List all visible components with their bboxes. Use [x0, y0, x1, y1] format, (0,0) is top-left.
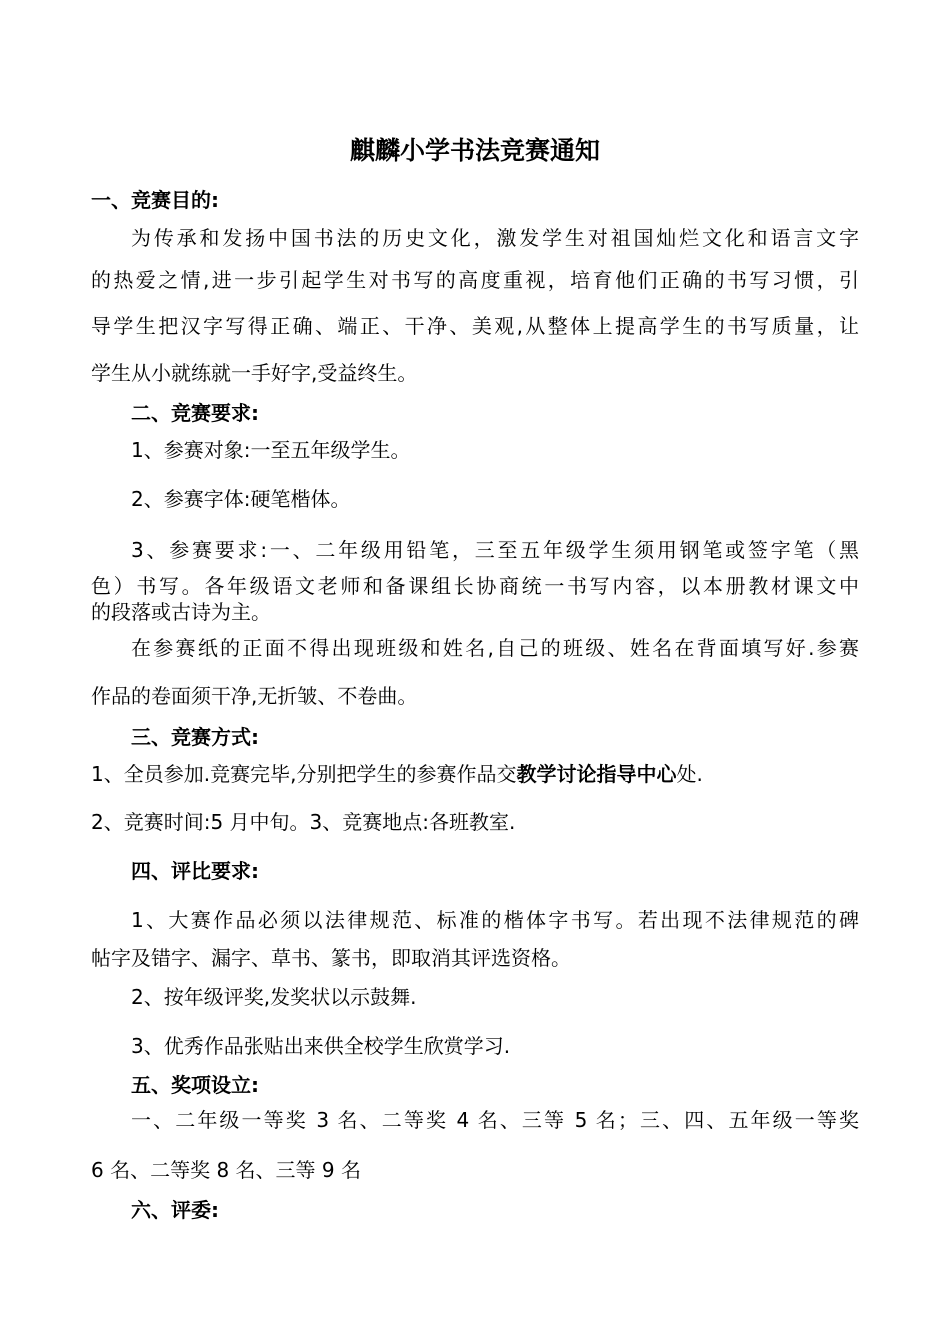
section-2-item-3-line: 的段落或古诗为主。 [91, 600, 271, 624]
section-2-note-line: 在参赛纸的正面不得出现班级和姓名,自己的班级、姓名在背面填写好.参赛 [131, 636, 859, 660]
section-4-item-1-line: 1、大赛作品必须以法律规范、标准的楷体字书写。若出现不法律规范的碑 [131, 908, 859, 932]
section-2-item-1: 1、参赛对象:一至五年级学生。 [131, 438, 411, 462]
section-2-heading: 二、竞赛要求: [131, 401, 259, 425]
section-4-item-1-line: 帖字及错字、漏字、草书、篆书，即取消其评选资格。 [91, 946, 571, 970]
section-3-heading: 三、竞赛方式: [131, 725, 259, 749]
section-3-item-1-emphasis: 教学讨论指导中心 [516, 762, 677, 786]
section-2-note-line: 作品的卷面须干净,无折皱、不卷曲。 [91, 684, 418, 708]
section-5-heading: 五、奖项设立: [131, 1073, 259, 1097]
section-4-heading: 四、评比要求: [131, 859, 259, 883]
section-1-heading: 一、竞赛目的: [91, 188, 219, 212]
section-4-item-3: 3、优秀作品张贴出来供全校学生欣赏学习. [131, 1034, 511, 1058]
section-6-heading: 六、评委: [131, 1198, 219, 1222]
section-3-item-1-text: 1、全员参加.竞赛完毕,分别把学生的参赛作品交 [91, 762, 517, 786]
section-5-line: 6 名、二等奖 8 名、三等 9 名 [91, 1158, 361, 1182]
section-2-item-3-line: 3、参赛要求:一、二年级用铅笔，三至五年级学生须用钢笔或签字笔（黑 [131, 538, 859, 562]
section-1-line: 导学生把汉字写得正确、端正、干净、美观,从整体上提高学生的书写质量，让 [91, 314, 859, 338]
section-2-item-3-line: 色）书写。各年级语文老师和备课组长协商统一书写内容，以本册教材课文中 [91, 574, 859, 598]
section-1-line: 学生从小就练就一手好字,受益终生。 [91, 361, 418, 385]
section-5-line: 一、二年级一等奖 3 名、二等奖 4 名、三等 5 名；三、四、五年级一等奖 [131, 1108, 859, 1132]
section-3-item-2: 2、竞赛时间:5 月中旬。3、竞赛地点:各班教室. [91, 810, 516, 834]
document-title: 麒麟小学书法竞赛通知 [349, 136, 600, 165]
section-4-item-2: 2、按年级评奖,发奖状以示鼓舞. [131, 985, 417, 1009]
section-2-item-2: 2、参赛字体:硬笔楷体。 [131, 487, 351, 511]
section-3-item-1 [91, 760, 703, 788]
section-3-item-1-suffix: 处. [676, 762, 703, 786]
section-1-line: 为传承和发扬中国书法的历史文化，激发学生对祖国灿烂文化和语言文字 [131, 226, 859, 250]
section-1-line: 的热爱之情,进一步引起学生对书写的高度重视，培育他们正确的书写习惯，引 [91, 268, 859, 292]
